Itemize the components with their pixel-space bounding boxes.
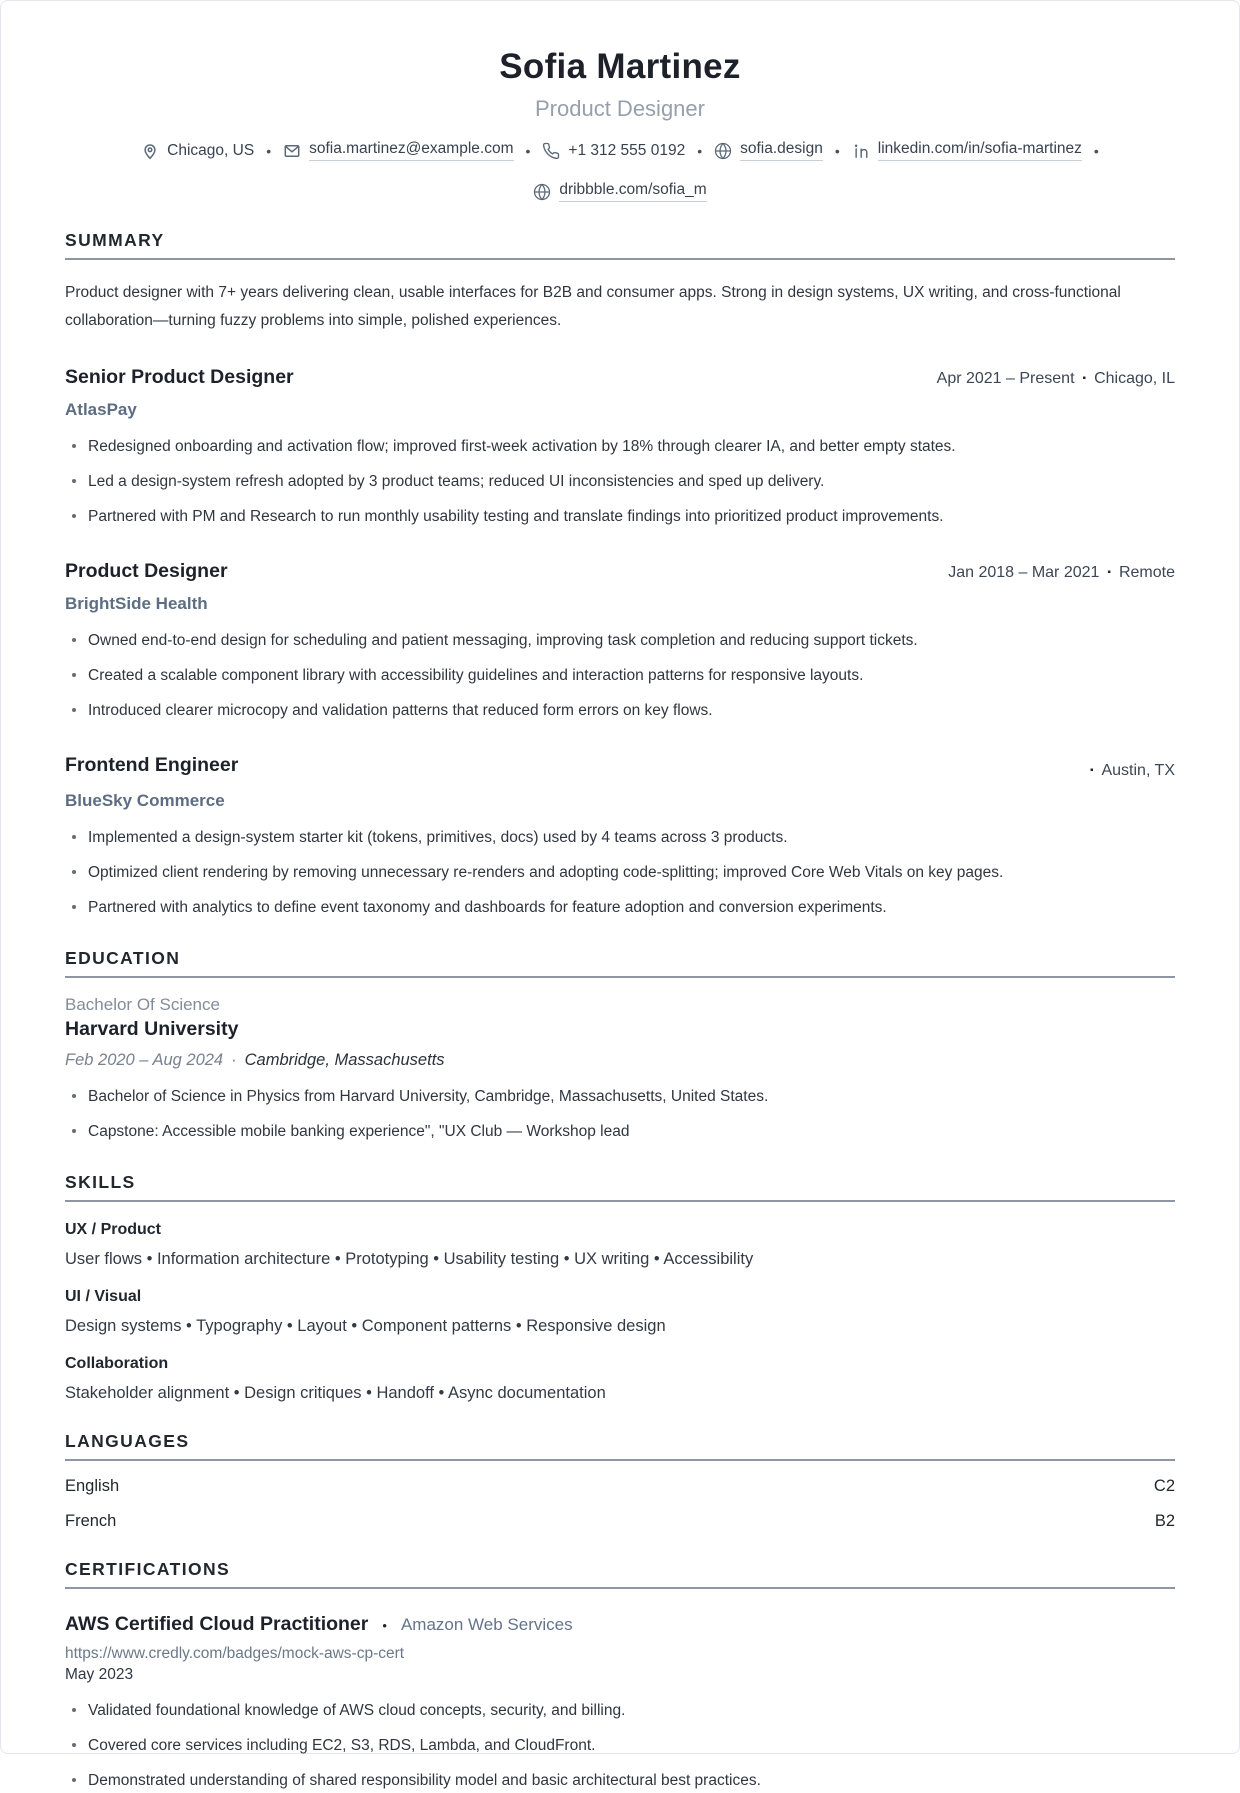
section-languages <box>65 1431 1175 1531</box>
company-name: BrightSide Health <box>65 593 208 613</box>
job-bullet: Implemented a design-system starter kit (tokens, primitives, docs) used by 4 teams across 3 products. <box>65 826 1175 850</box>
job-header <box>65 560 1175 583</box>
meta-separator: • <box>382 1617 387 1633</box>
education-bullets <box>65 1085 1175 1144</box>
language-level: C2 <box>1153 1476 1175 1495</box>
degree-name: Bachelor Of Science <box>65 994 220 1014</box>
skill-group-label: UI / Visual <box>65 1287 142 1305</box>
skill-group-label: Collaboration <box>65 1354 169 1372</box>
job-bullet: Led a design-system refresh adopted by 3 product teams; reduced UI inconsistencies and sped up delivery. <box>65 470 1175 494</box>
job-title: Senior Product Designer <box>65 365 294 388</box>
certification-bullet: Covered core services including EC2, S3, RDS, Lambda, and CloudFront. <box>65 1734 1175 1758</box>
skill-group-items: User flows • Information architecture • Prototyping • Usability testing • UX writing • Accessibility <box>65 1249 754 1268</box>
section-divider <box>65 1200 1175 1202</box>
job-frontend-engineer <box>65 754 1175 920</box>
contact-phone <box>542 142 685 160</box>
website-link[interactable]: sofia.design <box>740 140 823 161</box>
contact-separator: • <box>525 142 531 159</box>
job-bullet: Created a scalable component library with accessibility guidelines and interaction patterns for responsive layouts. <box>65 664 1175 688</box>
language-row <box>65 1477 1175 1496</box>
school-name: Harvard University <box>65 1017 239 1040</box>
contact-separator: • <box>1093 142 1099 159</box>
meta-separator: ▪ <box>1089 765 1094 777</box>
person-name: Sofia Martinez <box>499 47 741 86</box>
job-bullets <box>65 629 1175 723</box>
job-bullet: Partnered with PM and Research to run monthly usability testing and translate findings into prioritized product improvements. <box>65 505 1175 529</box>
job-bullet: Owned end-to-end design for scheduling and patient messaging, improving task completion and reducing support tickets. <box>65 629 1175 653</box>
job-meta <box>948 564 1175 582</box>
section-divider <box>65 976 1175 978</box>
job-dates: Apr 2021 – Present <box>936 369 1075 387</box>
job-bullet: Optimized client rendering by removing unnecessary re-renders and adopting code-splitting; improved Core Web Vitals on key pages. <box>65 861 1175 885</box>
phone-icon <box>542 142 560 160</box>
section-divider <box>65 258 1175 260</box>
envelope-icon <box>283 142 301 160</box>
email-link[interactable]: sofia.martinez@example.com <box>309 140 513 161</box>
globe-icon <box>714 142 732 160</box>
job-location: Remote <box>1118 563 1175 581</box>
skill-group-items: Design systems • Typography • Layout • Component patterns • Responsive design <box>65 1316 666 1335</box>
contact-separator: • <box>266 142 272 159</box>
job-bullet: Redesigned onboarding and activation flow; improved first-week activation by 18% through clearer IA, and better empty states. <box>65 435 1175 459</box>
job-bullet: Introduced clearer microcopy and validation patterns that reduced form errors on key flows. <box>65 699 1175 723</box>
certification-name: AWS Certified Cloud Practitioner <box>65 1612 369 1635</box>
certification-date: May 2023 <box>65 1665 134 1683</box>
certification-url[interactable]: https://www.credly.com/badges/mock-aws-cp-cert <box>65 1644 405 1662</box>
linkedin-link[interactable]: linkedin.com/in/sofia-martinez <box>878 140 1082 161</box>
skill-group-items: Stakeholder alignment • Design critiques • Handoff • Async documentation <box>65 1383 606 1402</box>
contact-separator: • <box>697 142 703 159</box>
certification-bullets <box>65 1699 1175 1793</box>
job-header <box>65 366 1175 389</box>
education-heading: EDUCATION <box>65 947 181 968</box>
person-title: Product Designer <box>535 96 705 121</box>
contact-separator: • <box>834 142 840 159</box>
language-level: B2 <box>1154 1511 1175 1530</box>
education-bullet: Capstone: Accessible mobile banking experience", "UX Club — Workshop lead <box>65 1120 1175 1144</box>
job-title: Frontend Engineer <box>65 753 239 776</box>
language-name: English <box>65 1476 120 1495</box>
certification-issuer: Amazon Web Services <box>400 1614 573 1634</box>
language-name: French <box>65 1511 117 1530</box>
certification-header <box>65 1613 1175 1636</box>
job-bullet: Partnered with analytics to define event taxonomy and dashboards for feature adoption and conversion experiments. <box>65 896 1175 920</box>
education-location: Cambridge, Massachusetts <box>244 1050 445 1069</box>
section-divider <box>65 1587 1175 1589</box>
section-divider <box>65 1459 1175 1461</box>
contact-location-text: Chicago, US <box>167 141 255 159</box>
language-row <box>65 1512 1175 1531</box>
education-meta <box>65 1051 1175 1070</box>
meta-separator: · <box>231 1050 237 1069</box>
job-meta <box>937 370 1175 388</box>
contact-location <box>141 142 254 160</box>
contact-row <box>65 140 1175 202</box>
education-dates: Feb 2020 – Aug 2024 <box>65 1050 224 1069</box>
job-bullets <box>65 826 1175 920</box>
meta-separator: ▪ <box>1082 373 1087 385</box>
job-location: Chicago, IL <box>1094 369 1175 387</box>
certification-bullet: Validated foundational knowledge of AWS cloud concepts, security, and billing. <box>65 1699 1175 1723</box>
location-pin-icon <box>141 142 159 160</box>
job-senior-product-designer <box>65 366 1175 529</box>
skills-heading: SKILLS <box>65 1171 136 1192</box>
contact-email <box>283 140 513 161</box>
job-location: Austin, TX <box>1101 761 1175 779</box>
job-meta <box>1082 762 1175 780</box>
job-dates: Jan 2018 – Mar 2021 <box>948 563 1100 581</box>
contact-phone-text: +1 312 555 0192 <box>568 141 686 159</box>
contact-website <box>714 140 823 161</box>
summary-heading: SUMMARY <box>65 230 165 250</box>
certification-item <box>65 1613 1175 1793</box>
job-header <box>65 754 1175 780</box>
certifications-heading: CERTIFICATIONS <box>65 1558 231 1579</box>
globe-icon <box>533 183 551 201</box>
contact-dribbble <box>533 181 706 202</box>
job-product-designer <box>65 560 1175 723</box>
company-name: AtlasPay <box>65 399 137 419</box>
job-bullets <box>65 435 1175 529</box>
languages-heading: LANGUAGES <box>65 1430 190 1451</box>
skill-group-label: UX / Product <box>65 1220 162 1238</box>
meta-separator: ▪ <box>1107 567 1111 579</box>
job-title: Product Designer <box>65 559 228 582</box>
section-summary <box>65 230 1175 335</box>
certification-bullet: Demonstrated understanding of shared responsibility model and basic architectural best practices. <box>65 1769 1175 1793</box>
education-bullet: Bachelor of Science in Physics from Harvard University, Cambridge, Massachusetts, United States. <box>65 1085 1175 1109</box>
company-name: BlueSky Commerce <box>65 790 225 810</box>
contact-linkedin <box>852 140 1082 161</box>
linkedin-icon <box>852 142 870 160</box>
section-education <box>65 948 1175 1144</box>
section-certifications <box>65 1559 1175 1793</box>
summary-text: Product designer with 7+ years delivering clean, usable interfaces for B2B and consumer apps. Strong in design systems, UX writing, and cross-functional collaboration—turning fuzzy problems into simple, polished experiences. <box>65 284 1121 329</box>
dribbble-link[interactable]: dribbble.com/sofia_m <box>559 181 706 202</box>
section-skills <box>65 1172 1175 1403</box>
